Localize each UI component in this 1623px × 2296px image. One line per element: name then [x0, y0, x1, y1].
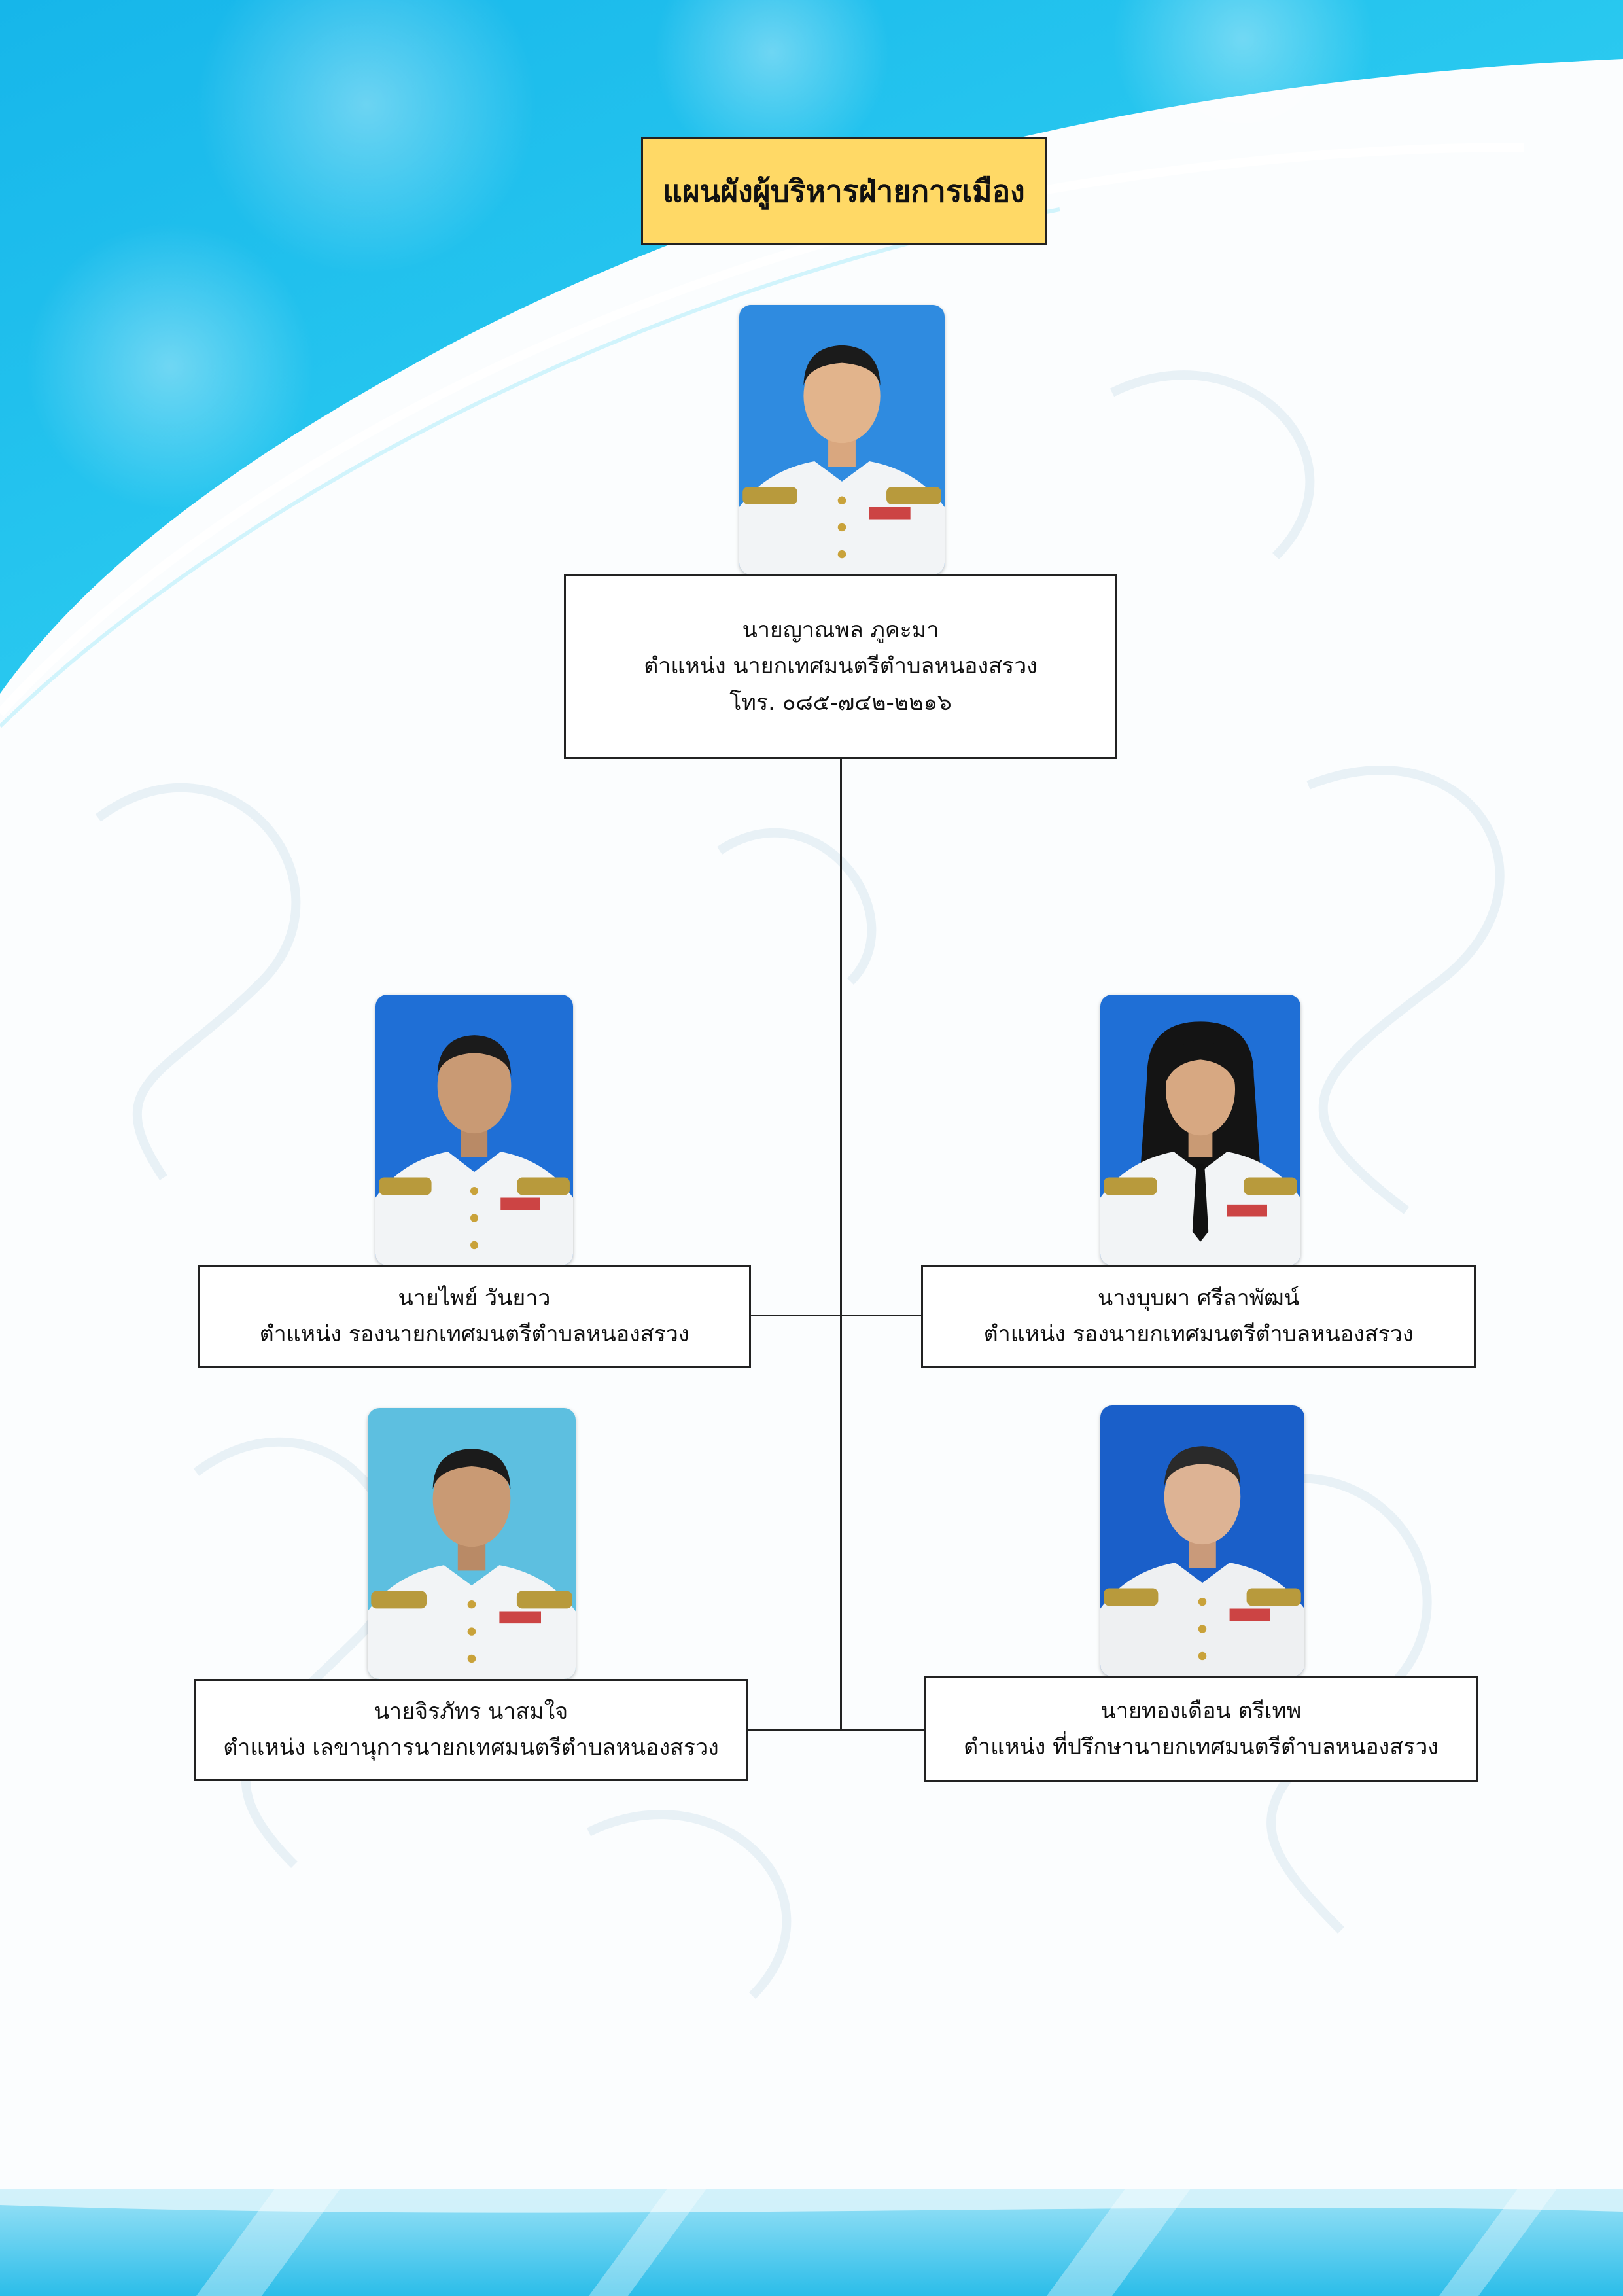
advisor-photo: [1100, 1405, 1304, 1676]
secretary-position: ตำแหน่ง เลขานุการนายกเทศมนตรีตำบลหนองสรวง: [223, 1735, 719, 1761]
connector-trunk: [840, 758, 842, 1731]
official-portrait-icon: [739, 305, 945, 574]
mayor-photo: [739, 305, 945, 574]
chart-title-text: แผนผังผู้บริหารฝ่ายการเมือง: [663, 173, 1025, 209]
deputy-right-position: ตำแหน่ง รองนายกเทศมนตรีตำบลหนองสรวง: [983, 1321, 1414, 1347]
secretary-info-box: [194, 1679, 748, 1781]
secretary-photo: [368, 1408, 576, 1679]
secretary-name: นายจิรภัทร นาสมใจ: [374, 1698, 568, 1725]
connector-deputy-left: [750, 1315, 841, 1316]
mayor-name: นายญาณพล ภูคะมา: [742, 617, 939, 644]
deputy-right-name: นางบุบผา ศรีลาพัฒน์: [1097, 1284, 1300, 1311]
mayor-position: ตำแหน่ง นายกเทศมนตรีตำบลหนองสรวง: [644, 653, 1038, 680]
advisor-name: นายทองเดือน ตรีเทพ: [1100, 1697, 1302, 1724]
deputy-left-photo: [375, 995, 573, 1265]
connector-advisor: [840, 1729, 925, 1731]
deputy-right-photo: [1100, 995, 1300, 1265]
connector-secretary: [747, 1729, 841, 1731]
deputy-left-name: นายไพย์ วันยาว: [398, 1284, 551, 1311]
official-portrait-icon: [1100, 995, 1300, 1265]
connector-deputy-right: [840, 1315, 922, 1316]
deputy-left-info-box: [198, 1265, 751, 1368]
official-portrait-icon: [1100, 1405, 1304, 1676]
deputy-right-info-box: [921, 1265, 1476, 1368]
mayor-info-box: [564, 574, 1117, 759]
mayor-phone: โทร. ๐๘๕-๗๔๒-๒๒๑๖: [729, 689, 952, 716]
advisor-position: ตำแหน่ง ที่ปรึกษานายกเทศมนตรีตำบลหนองสรวง: [964, 1734, 1439, 1760]
official-portrait-icon: [368, 1408, 576, 1679]
advisor-info-box: [924, 1676, 1478, 1782]
deputy-left-position: ตำแหน่ง รองนายกเทศมนตรีตำบลหนองสรวง: [259, 1321, 689, 1347]
official-portrait-icon: [375, 995, 573, 1265]
chart-title: [641, 137, 1047, 245]
